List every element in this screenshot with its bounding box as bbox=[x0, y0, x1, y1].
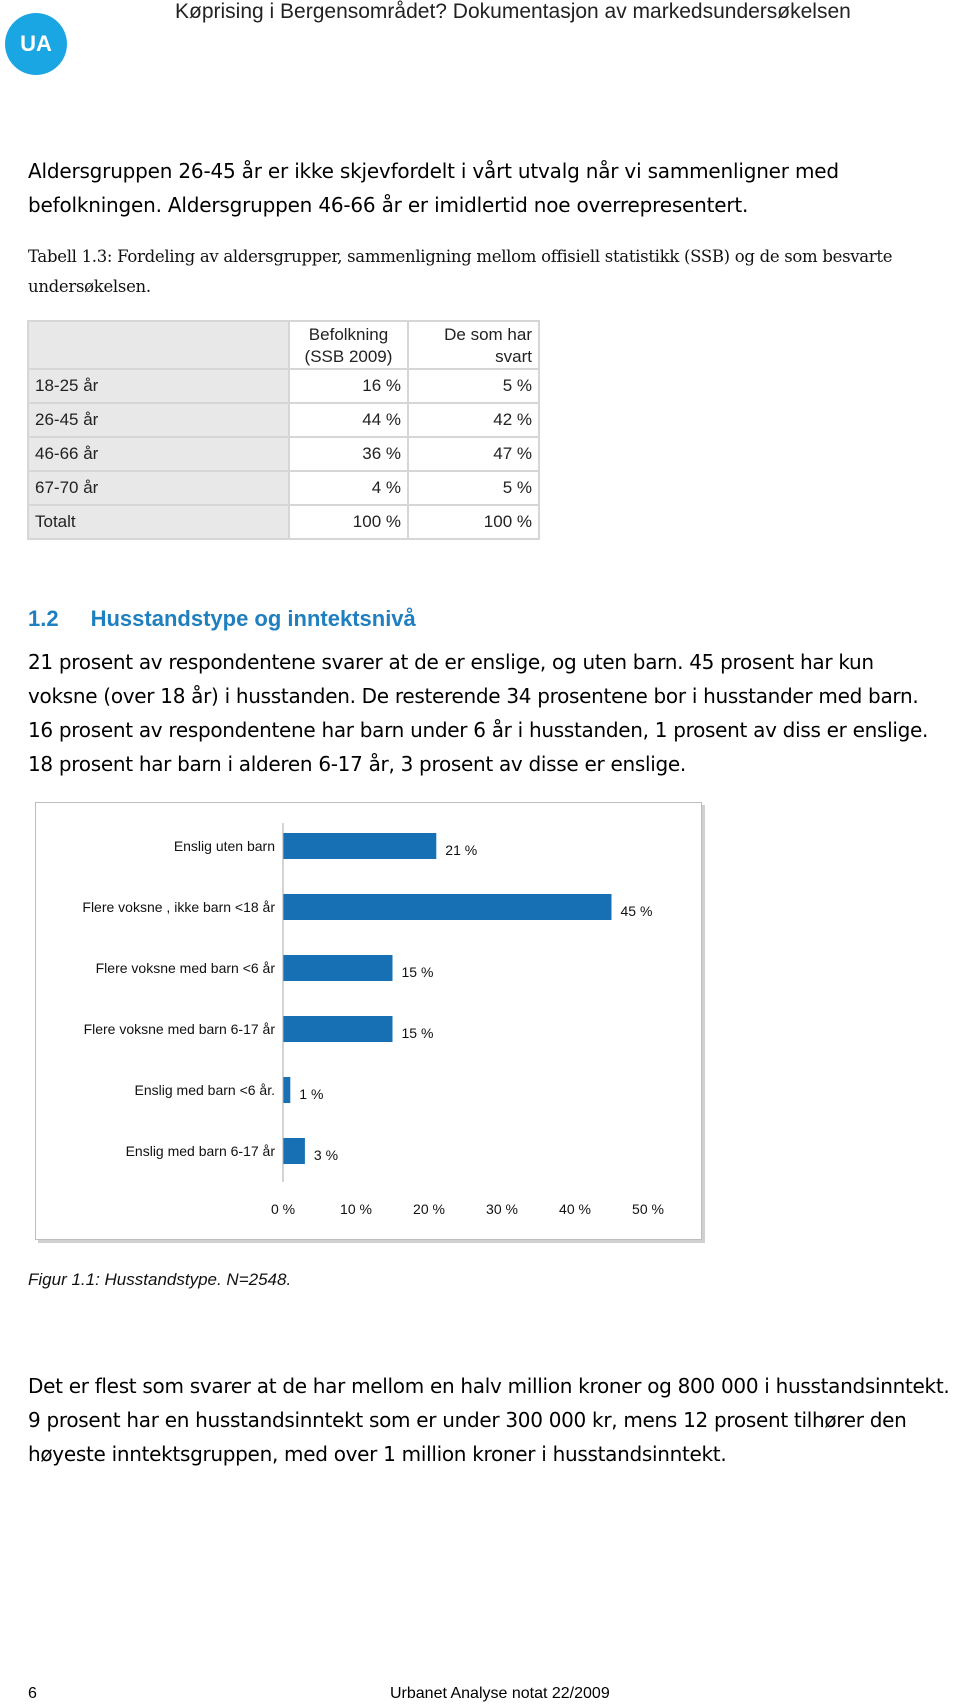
table-cell-ssb: 100 % bbox=[289, 505, 408, 539]
paragraph-household-type: 21 prosent av respondentene svarer at de er enslige, og uten barn. 45 prosent har kun voksne (over 18 år) i husstanden. De resterende 34 prosentene bor i husstander med barn. 16 prosent av respondentene har barn under 6 år i husstanden, 1 prosent av diss er enslige. 18 prosent har barn i alderen 6-17 år, 3 prosent av disse er enslige. bbox=[28, 650, 929, 776]
table-cell-ssb: 16 % bbox=[289, 369, 408, 403]
table-header-svart: De som har svart bbox=[408, 321, 539, 369]
section-heading bbox=[28, 606, 416, 632]
table-row-label: Totalt bbox=[28, 505, 289, 539]
table-cell-svart: 47 % bbox=[408, 437, 539, 471]
footer-publication: Urbanet Analyse notat 22/2009 bbox=[390, 1685, 610, 1702]
table-cell-svart: 42 % bbox=[408, 403, 539, 437]
table-row-label: 18-25 år bbox=[28, 369, 289, 403]
bar bbox=[283, 955, 393, 981]
ua-logo bbox=[5, 13, 67, 75]
table-row-label: 67-70 år bbox=[28, 471, 289, 505]
category-label: Flere voksne med barn <6 år bbox=[95, 960, 275, 976]
table-caption: Tabell 1.3: Fordeling av aldersgrupper, sammenligning mellom offisiell statistikk (SSB) og de som besvarte undersøkelsen. bbox=[28, 247, 893, 296]
logo-text: UA bbox=[20, 31, 52, 56]
value-label: 15 % bbox=[401, 1025, 434, 1041]
table-header-row bbox=[28, 321, 539, 369]
table-cell-ssb: 4 % bbox=[289, 471, 408, 505]
table-cell-ssb: 36 % bbox=[289, 437, 408, 471]
category-label: Flere voksne , ikke barn <18 år bbox=[82, 899, 275, 915]
table-cell-svart: 5 % bbox=[408, 369, 539, 403]
table-row-total bbox=[28, 505, 539, 539]
x-tick-label: 0 % bbox=[270, 1201, 296, 1217]
x-tick-label: 40 % bbox=[559, 1201, 591, 1217]
category-label: Enslig med barn 6-17 år bbox=[125, 1143, 275, 1159]
value-label: 45 % bbox=[620, 903, 653, 919]
household-type-chart bbox=[35, 802, 702, 1240]
bar bbox=[283, 1077, 290, 1103]
x-tick-label: 30 % bbox=[486, 1201, 518, 1217]
section-number: 1.2 bbox=[28, 606, 59, 631]
table-cell-ssb: 44 % bbox=[289, 403, 408, 437]
table-cell-svart: 100 % bbox=[408, 505, 539, 539]
x-tick-label: 50 % bbox=[632, 1201, 664, 1217]
category-label: Flere voksne med barn 6-17 år bbox=[83, 1021, 275, 1037]
value-label: 21 % bbox=[445, 842, 478, 858]
section-title: Husstandstype og inntektsnivå bbox=[90, 606, 416, 631]
page-number: 6 bbox=[28, 1685, 37, 1702]
paragraph-age-groups: Aldersgruppen 26-45 år er ikke skjevfordelt i vårt utvalg når vi sammenligner med befolkningen. Aldersgruppen 46-66 år er imidlertid noe overrepresentert. bbox=[28, 159, 839, 217]
category-label: Enslig uten barn bbox=[173, 838, 275, 854]
table-row bbox=[28, 471, 539, 505]
table-header-empty bbox=[28, 321, 289, 369]
bar bbox=[283, 1138, 305, 1164]
x-tick-label: 10 % bbox=[340, 1201, 372, 1217]
age-distribution-table bbox=[27, 320, 540, 540]
table-row bbox=[28, 403, 539, 437]
value-label: 3 % bbox=[313, 1147, 339, 1163]
table-header-ssb: Befolkning (SSB 2009) bbox=[289, 321, 408, 369]
value-label: 15 % bbox=[401, 964, 434, 980]
bar bbox=[283, 833, 436, 859]
table-row bbox=[28, 437, 539, 471]
category-label: Enslig med barn <6 år. bbox=[134, 1082, 275, 1098]
x-tick-label: 20 % bbox=[413, 1201, 445, 1217]
bar-chart-svg bbox=[36, 803, 701, 1239]
table-row-label: 46-66 år bbox=[28, 437, 289, 471]
table-row-label: 26-45 år bbox=[28, 403, 289, 437]
bar bbox=[283, 1016, 393, 1042]
table-cell-svart: 5 % bbox=[408, 471, 539, 505]
paragraph-income: Det er flest som svarer at de har mellom en halv million kroner og 800 000 i husstandsinntekt. 9 prosent har en husstandsinntekt som er under 300 000 kr, mens 12 prosent tilhører den høyeste inntektsgruppen, med over 1 million kroner i husstandsinntekt. bbox=[28, 1374, 950, 1466]
table-row bbox=[28, 369, 539, 403]
figure-caption: Figur 1.1: Husstandstype. N=2548. bbox=[28, 1270, 292, 1289]
running-title: Køprising i Bergensområdet? Dokumentasjon av markedsundersøkelsen bbox=[175, 0, 851, 23]
bar bbox=[283, 894, 612, 920]
value-label: 1 % bbox=[299, 1086, 324, 1102]
